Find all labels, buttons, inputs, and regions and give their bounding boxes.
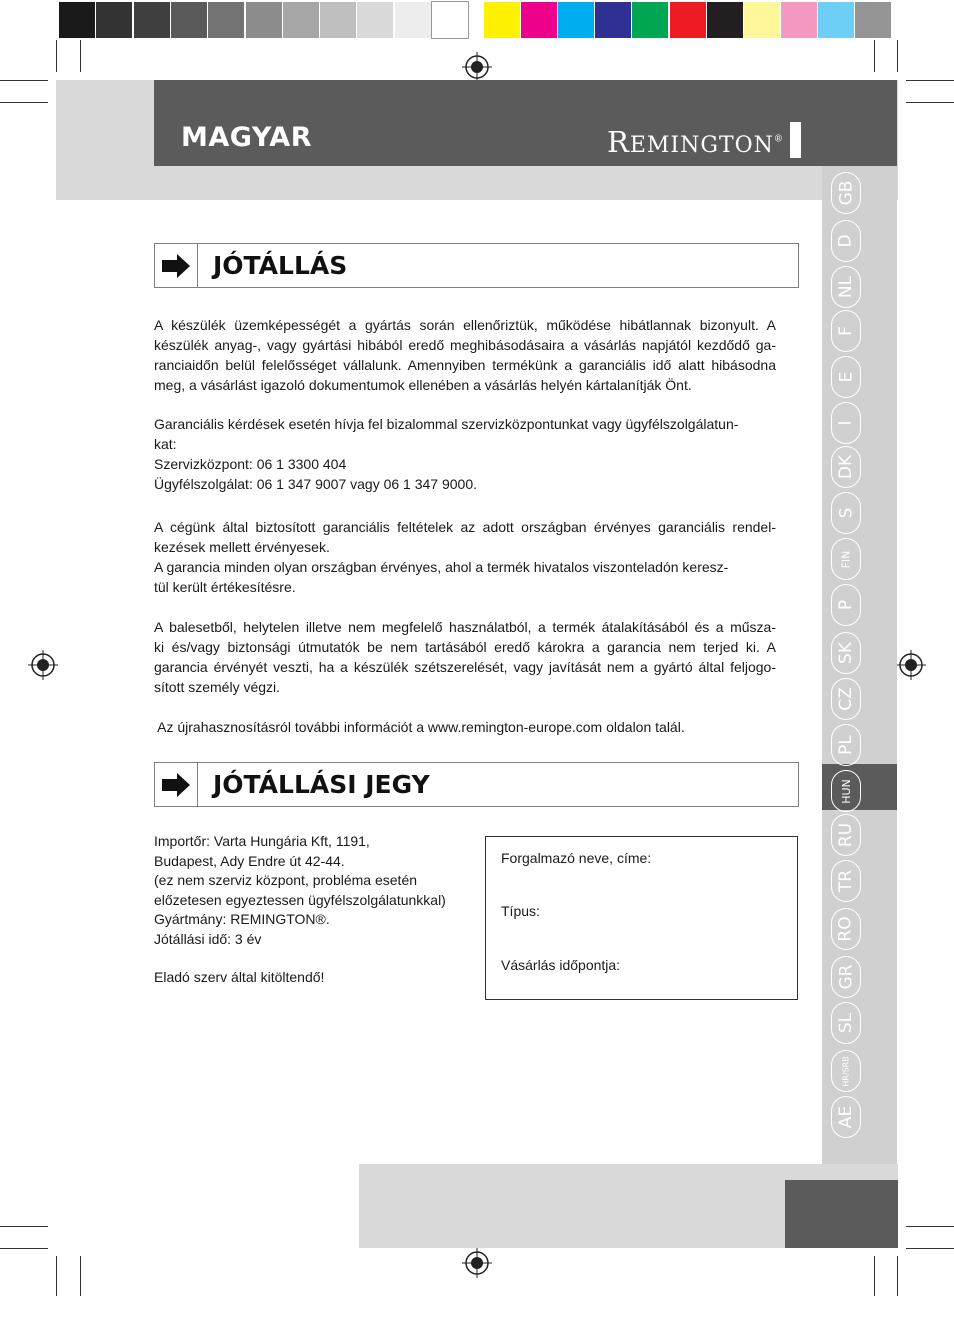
color-swatch bbox=[521, 2, 557, 38]
text-line: A balesetből, helytelen illetve nem megfelelő használatból, a termék átalakításából és a műsza- bbox=[154, 619, 776, 635]
text-line: sított személy végzi. bbox=[154, 679, 281, 695]
type-label: Típus: bbox=[501, 903, 540, 919]
service-center-phone: Szervizközpont: 06 1 3300 404 bbox=[154, 456, 347, 472]
crop-mark bbox=[874, 1256, 875, 1296]
importer-info bbox=[154, 832, 474, 949]
color-swatch bbox=[558, 2, 594, 38]
text-line: kat: bbox=[154, 436, 177, 452]
registration-mark-icon bbox=[28, 650, 58, 680]
section-title: JÓTÁLLÁSI JEGY bbox=[213, 770, 430, 799]
grey-swatch bbox=[395, 2, 431, 38]
language-tab-p[interactable] bbox=[831, 584, 861, 626]
text-line: A készülék üzemképességét a gyártás során ellenőriztük, működése hibátlannak bizonyult. A bbox=[154, 317, 776, 333]
language-tab-label: RO bbox=[835, 916, 856, 942]
text-line: Eladó szerv által kitöltendő! bbox=[154, 969, 325, 985]
language-tab-cz[interactable] bbox=[831, 678, 861, 720]
color-swatch bbox=[707, 2, 743, 38]
language-tab-label: SL bbox=[835, 1012, 856, 1034]
warranty-form-box bbox=[485, 836, 798, 1000]
language-tab-label: SK bbox=[835, 642, 856, 664]
grey-swatch bbox=[171, 2, 207, 38]
grey-swatch bbox=[134, 2, 170, 38]
language-tab-label: GB bbox=[836, 180, 856, 206]
crop-mark bbox=[874, 40, 875, 72]
text-line: Jótállási idő: 3 év bbox=[154, 930, 262, 947]
language-tab-hun[interactable] bbox=[831, 770, 861, 812]
language-tab-label: D bbox=[836, 234, 856, 248]
color-swatch bbox=[818, 2, 854, 38]
registration-mark-icon bbox=[896, 650, 926, 680]
language-tab-label: HR/SRB bbox=[841, 1055, 851, 1087]
section-title: JÓTÁLLÁS bbox=[213, 251, 348, 280]
logo-bar bbox=[790, 122, 801, 158]
language-tab-label: HUN bbox=[839, 778, 853, 804]
text-line: Garanciális kérdések esetén hívja fel bizalommal szervizközpontunkat vagy ügyfélszolgálatun- bbox=[154, 416, 739, 432]
language-tab-label: AE bbox=[836, 1105, 856, 1129]
brand-registered-mark: ® bbox=[773, 134, 784, 145]
crop-mark bbox=[897, 40, 898, 72]
language-tab-dk[interactable] bbox=[831, 446, 861, 488]
recycling-note bbox=[154, 717, 776, 737]
crop-mark bbox=[0, 80, 48, 81]
language-tab-label: DK bbox=[836, 454, 856, 480]
brand-initial: R bbox=[607, 125, 630, 159]
registration-mark-icon bbox=[462, 1248, 492, 1278]
language-tab-label: TR bbox=[835, 869, 856, 893]
color-swatch bbox=[595, 2, 631, 38]
language-tab-f[interactable] bbox=[831, 310, 861, 352]
language-tab-label: I bbox=[835, 420, 856, 426]
language-tab-tr[interactable] bbox=[831, 860, 861, 902]
crop-mark bbox=[0, 1226, 48, 1227]
language-tab-label: GR bbox=[836, 964, 856, 990]
text-line: ki és/vagy biztonsági útmutatók be nem tartásából eredő károkra a garancia nem terjed ki. A bbox=[154, 639, 776, 655]
language-tab-sl[interactable] bbox=[831, 1002, 861, 1044]
page-number-box bbox=[785, 1180, 898, 1248]
customer-service-phone: Ügyfélszolgálat: 06 1 347 9007 vagy 06 1 347 9000. bbox=[154, 476, 478, 492]
text-line: kezések mellett érvényesek. bbox=[154, 539, 330, 555]
color-swatch bbox=[744, 2, 780, 38]
grey-swatch bbox=[320, 2, 356, 38]
text-line: A garancia minden olyan országban érvényes, ahol a termék hivatalos viszonteladón keresz- bbox=[154, 559, 729, 575]
page-title: MAGYAR bbox=[181, 122, 312, 153]
grey-swatch bbox=[59, 2, 95, 38]
language-tab-nl[interactable] bbox=[831, 266, 861, 308]
text-line: előzetesen egyeztessen ügyfélszolgálatunkkal) bbox=[154, 891, 446, 908]
language-tab-pl[interactable] bbox=[831, 724, 861, 766]
language-tab-gr[interactable] bbox=[831, 956, 861, 998]
language-tab-d[interactable] bbox=[831, 220, 861, 262]
brand-rest: EMINGTON bbox=[629, 133, 774, 158]
crop-mark bbox=[906, 102, 954, 103]
language-tab-gb[interactable] bbox=[831, 172, 861, 214]
arrow-right-icon bbox=[162, 254, 190, 278]
language-tab-label: PL bbox=[835, 735, 856, 755]
text-line: garancia érvényét veszti, ha a készülék szétszerelését, vagy javítását nem a gyártó által feljogo- bbox=[154, 659, 776, 675]
purchase-date-label: Vásárlás időpontja: bbox=[501, 957, 621, 973]
crop-mark bbox=[906, 80, 954, 81]
text-line: ranciaidőn belül felelősséget vállalunk. Amennyiben termékünk a garanciális idő alatt hibásodna bbox=[154, 357, 776, 373]
crop-mark bbox=[80, 1256, 81, 1296]
text-line: tül került értékesítésre. bbox=[154, 579, 296, 595]
section-heading-warranty-card bbox=[154, 762, 799, 807]
arrow-cell bbox=[155, 244, 198, 287]
crop-mark bbox=[906, 1248, 954, 1249]
crop-mark bbox=[56, 40, 57, 72]
language-tab-label: S bbox=[835, 507, 856, 519]
crop-mark bbox=[906, 1226, 954, 1227]
language-tab-i[interactable] bbox=[831, 402, 861, 444]
text-line: Gyártmány: REMINGTON®. bbox=[154, 911, 330, 927]
language-tab-sk[interactable] bbox=[831, 632, 861, 674]
language-tab-label: FIN bbox=[839, 550, 853, 568]
registration-mark-icon bbox=[462, 52, 492, 82]
seller-note bbox=[154, 967, 474, 987]
color-swatch bbox=[855, 2, 891, 38]
warranty-paragraph-1 bbox=[154, 315, 776, 395]
language-tab-label: F bbox=[836, 326, 856, 336]
language-tab-hr-srb[interactable] bbox=[831, 1050, 861, 1092]
color-swatch bbox=[632, 2, 668, 38]
crop-mark bbox=[80, 40, 81, 72]
grey-swatch bbox=[357, 2, 393, 38]
language-tab-label: NL bbox=[835, 275, 856, 299]
crop-mark bbox=[0, 102, 48, 103]
text-line: A cégünk által biztosított garanciális feltételek az adott országban érvényes garanciális rendel- bbox=[154, 519, 776, 535]
crop-mark bbox=[0, 1248, 48, 1249]
text-line: meg, a vásárlást igazoló dokumentumok ellenében a vásárlás helyén kártalanítják Önt. bbox=[154, 377, 692, 393]
grey-swatch bbox=[246, 2, 282, 38]
language-tab-label: CZ bbox=[836, 687, 856, 711]
text-line: Importőr: Varta Hungária Kft, 1191, bbox=[154, 833, 370, 849]
arrow-cell bbox=[155, 763, 198, 806]
language-tab-label: RU bbox=[835, 822, 856, 848]
language-tab-ae[interactable] bbox=[831, 1096, 861, 1138]
crop-mark bbox=[897, 1256, 898, 1296]
language-tab-ru[interactable] bbox=[831, 814, 861, 856]
text-line: Az újrahasznosításról további információt a www.remington-europe.com oldalon talál. bbox=[154, 719, 685, 735]
warranty-paragraph-2 bbox=[154, 414, 776, 494]
remington-logo bbox=[607, 125, 784, 159]
color-swatch bbox=[484, 2, 520, 38]
arrow-right-icon bbox=[162, 773, 190, 797]
crop-mark bbox=[56, 1256, 57, 1296]
text-line: (ez nem szerviz központ, probléma esetén bbox=[154, 872, 418, 888]
language-tab-s[interactable] bbox=[831, 492, 861, 534]
warranty-paragraph-4 bbox=[154, 617, 776, 697]
language-tab-e[interactable] bbox=[831, 356, 861, 398]
dealer-label: Forgalmazó neve, címe: bbox=[501, 850, 652, 866]
color-swatch bbox=[781, 2, 817, 38]
grey-swatch bbox=[208, 2, 244, 38]
language-tab-ro[interactable] bbox=[831, 908, 861, 950]
warranty-paragraph-3 bbox=[154, 517, 776, 597]
color-swatch bbox=[670, 2, 706, 38]
language-tab-label: P bbox=[835, 599, 856, 611]
grey-swatch bbox=[283, 2, 319, 38]
grey-swatch bbox=[96, 2, 132, 38]
language-tab-fin[interactable] bbox=[831, 538, 861, 580]
section-heading-warranty bbox=[154, 243, 799, 288]
grey-swatch bbox=[432, 2, 468, 38]
text-line: készülék anyag-, vagy gyártási hibából eredő meghibásodásaira a vásárlás napjától kezdődő ga- bbox=[154, 337, 776, 353]
language-tab-label: E bbox=[836, 371, 856, 383]
text-line: Budapest, Ady Endre út 42-44. bbox=[154, 852, 345, 869]
